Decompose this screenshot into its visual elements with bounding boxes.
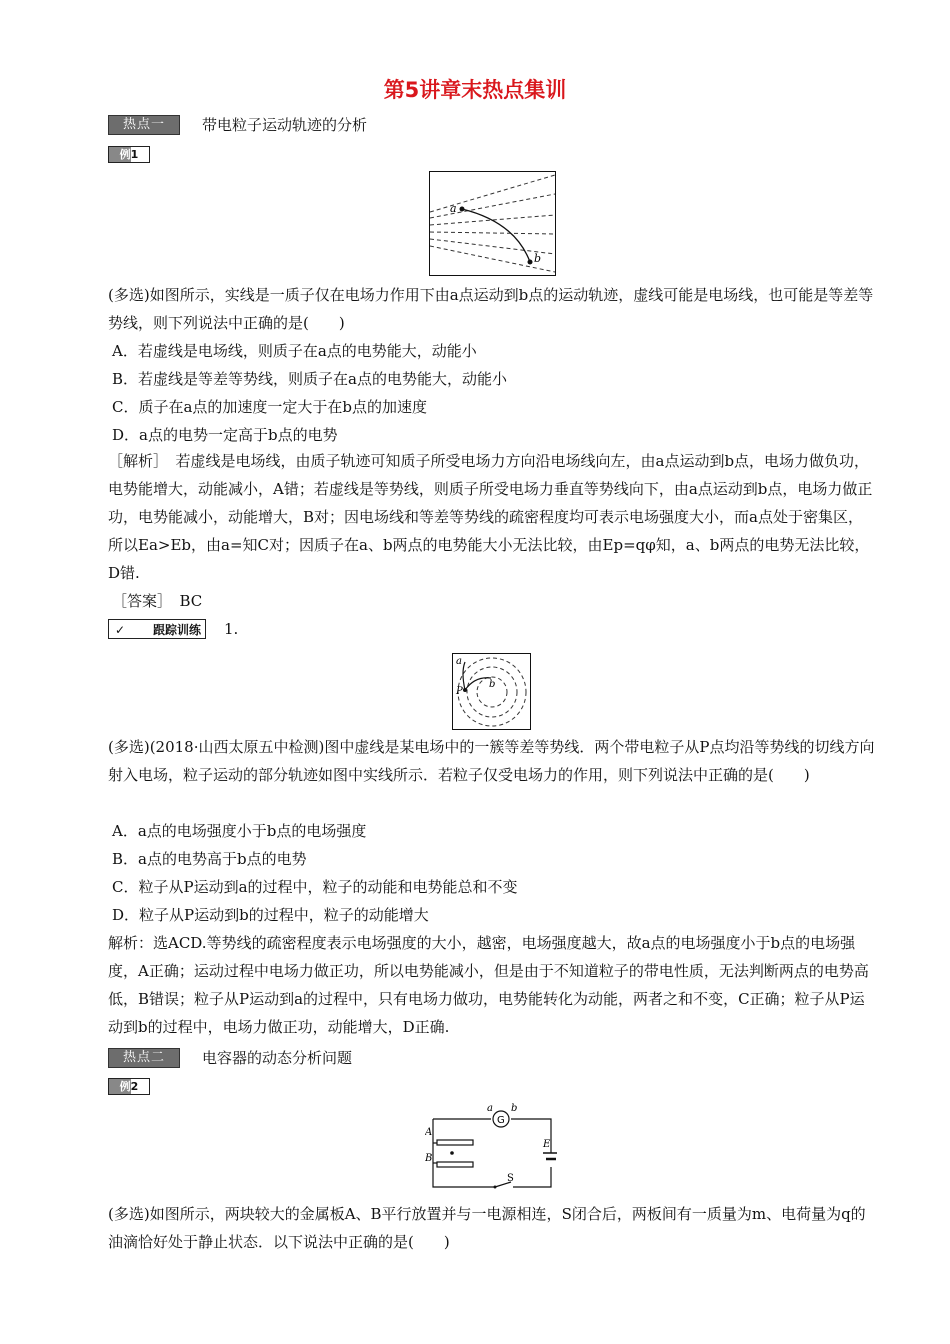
oil-drop	[450, 1151, 454, 1155]
question-1-option-b: B．若虚线是等差等势线，则质子在a点的电势能大，动能小	[112, 370, 507, 388]
label-p: P	[456, 686, 463, 697]
hotspot-badge: 热点一	[108, 115, 180, 135]
question-2-option-a: A．a点的电场强度小于b点的电场强度	[112, 822, 367, 840]
question-1-option-a: A．若虚线是电场线，则质子在a点的电势能大，动能小	[112, 342, 477, 360]
question-3-stem: (多选)如图所示，两块较大的金属板A、B平行放置并与一电源相连，S闭合后，两板间有一质量为m、电荷量为q的油滴恰好处于静止状态．以下说法中正确的是( )	[108, 1205, 866, 1251]
plate-a	[437, 1140, 473, 1145]
figure-2-equipotential-circles	[452, 653, 531, 730]
label-b: b	[489, 679, 496, 690]
point-p	[463, 688, 467, 692]
hotspot-title: 带电粒子运动轨迹的分析	[202, 116, 368, 134]
label-plate-a: A	[425, 1127, 433, 1138]
point-b	[528, 260, 533, 265]
label-b: b	[534, 252, 542, 265]
example-2-label	[108, 1078, 150, 1095]
hotspot-1-header	[108, 114, 367, 135]
page-title: 第5讲章末热点集训	[383, 78, 567, 102]
switch-pivot	[494, 1186, 497, 1189]
example-number: 1	[130, 148, 139, 161]
example-number: 2	[130, 1080, 139, 1093]
hotspot-badge: 热点二	[108, 1048, 180, 1068]
hotspot-2-header	[108, 1047, 352, 1068]
question-2-option-d: D．粒子从P运动到b的过程中，粒子的动能增大	[112, 906, 429, 924]
trace-training-badge	[108, 619, 206, 639]
question-1-option-d: D．a点的电势一定高于b点的电势	[112, 426, 338, 444]
question-2-analysis: 解析：选ACD.等势线的疏密程度表示电场强度的大小，越密，电场强度越大，故a点的电场强度小于b点的电场强度，A正确；运动过程中电场力做正功，所以电势能减小，但是由于不知道粒子的带电性质，无法判断两点的电势高低，B错误；粒子从P运动到a的过程中，只有电场力做功，电势能转化为动能，两者之和不变，C正确；粒子从P运动到b的过程中，电场力做正功，动能增大，D正确.	[108, 934, 869, 1036]
label-a: a	[487, 1103, 493, 1114]
figure-1-field-lines	[429, 171, 556, 276]
checkmark-icon: ✓	[115, 623, 126, 637]
example-label-text: 例	[119, 1080, 131, 1093]
example-label-text: 例	[119, 148, 131, 161]
example-1-label	[108, 146, 150, 163]
question-2-stem: (多选)(2018·山西太原五中检测)图中虚线是某电场中的一簇等差等势线．两个带电粒子从P点均沿等势线的切线方向射入电场，粒子运动的部分轨迹如图中实线所示．若粒子仅受电场力的作用，则下列说法中正确的是( )	[108, 738, 875, 784]
label-a: a	[450, 202, 457, 215]
point-a	[460, 207, 465, 212]
trace-training-number: 1.	[224, 620, 239, 638]
plate-b	[437, 1162, 473, 1167]
label-s: S	[507, 1173, 514, 1184]
question-1-answer: ［答案］ BC	[112, 592, 203, 610]
trace-training-header	[108, 619, 238, 639]
trajectory-a	[463, 662, 465, 690]
question-1-stem: (多选)如图所示，实线是一质子仅在电场力作用下由a点运动到b点的运动轨迹，虚线可能是电场线，也可能是等差等势线，则下列说法中正确的是( )	[108, 286, 874, 332]
question-2-option-c: C．粒子从P运动到a的过程中，粒子的动能和电势能总和不变	[112, 878, 518, 896]
galvanometer-label: G	[497, 1115, 505, 1126]
trace-training-label: 跟踪训练	[152, 623, 201, 637]
label-a: a	[456, 656, 462, 667]
dashed-circles	[458, 658, 526, 726]
label-b: b	[511, 1103, 518, 1114]
hotspot-title: 电容器的动态分析问题	[202, 1049, 353, 1067]
label-e: E	[543, 1139, 551, 1150]
question-2-option-b: B．a点的电势高于b点的电势	[112, 850, 307, 868]
trajectory-curve	[462, 209, 530, 262]
label-plate-b: B	[425, 1153, 433, 1164]
question-1-option-c: C．质子在a点的加速度一定大于在b点的加速度	[112, 398, 428, 416]
figure-3-capacitor-circuit	[425, 1101, 557, 1193]
question-1-analysis: ［解析］ 若虚线是电场线，由质子轨迹可知质子所受电场力方向沿电场线向左，由a点运动到b点，电场力做负功，电势能增大，动能减小，A错；若虚线是等势线，则质子所受电场力垂直等势线向下，由a点运动到b点，电场力做正功，电势能减小，动能增大，B对；因电场线和等差等势线的疏密程度均可表示电场强度大小，而a点处于密集区，所以Ea>Eb，由a=知C对；因质子在a、b两点的电势能大小无法比较，由Ep=qφ知，a、b两点的电势无法比较，D错.	[108, 452, 873, 582]
